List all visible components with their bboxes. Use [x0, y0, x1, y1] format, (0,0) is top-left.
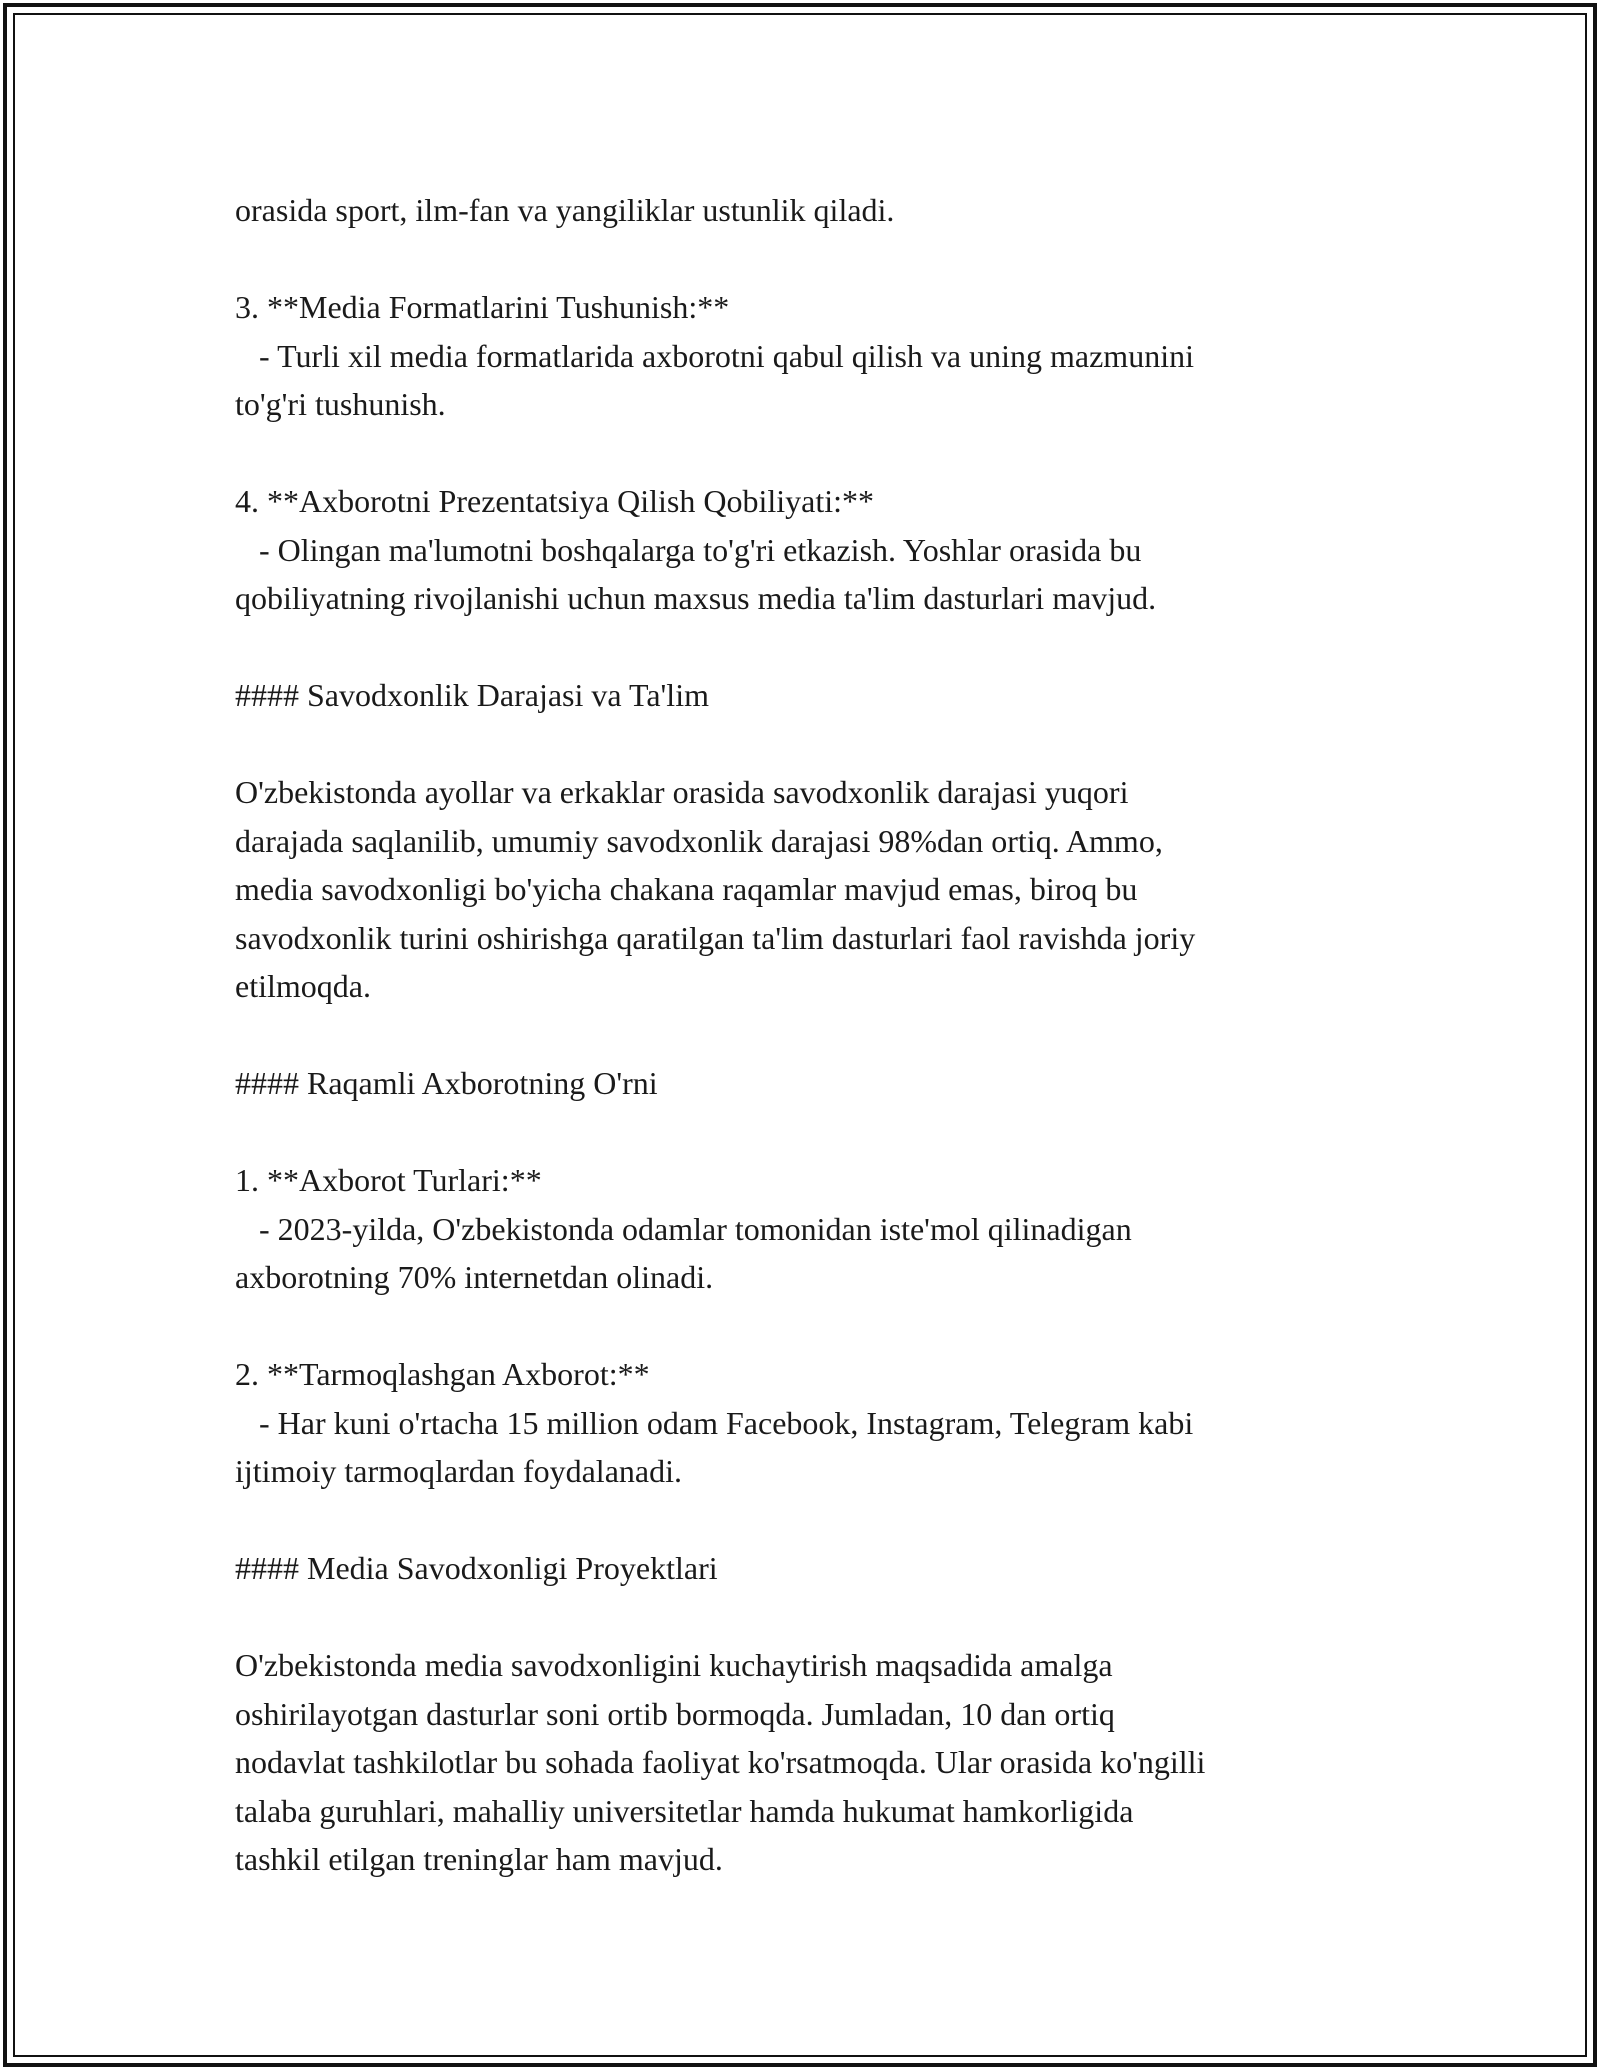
- list-item-heading: 2. **Tarmoqlashgan Axborot:**: [235, 1356, 650, 1392]
- blank-line: [235, 720, 1365, 769]
- section-heading: #### Raqamli Axborotning O'rni: [235, 1065, 658, 1101]
- text-line: axborotning 70% internetdan olinadi.: [235, 1259, 714, 1295]
- section-heading: #### Media Savodxonligi Proyektlari: [235, 1550, 718, 1586]
- text-line: qobiliyatning rivojlanishi uchun maxsus media ta'lim dasturlari mavjud.: [235, 580, 1157, 616]
- text-line: nodavlat tashkilotlar bu sohada faoliyat ko'rsatmoqda. Ular orasida ko'ngilli: [235, 1744, 1206, 1780]
- text-line: O'zbekistonda ayollar va erkaklar orasida savodxonlik darajasi yuqori: [235, 774, 1129, 810]
- text-line: O'zbekistonda media savodxonligini kuchaytirish maqsadida amalga: [235, 1647, 1113, 1683]
- text-line: orasida sport, ilm-fan va yangiliklar ustunlik qiladi.: [235, 192, 895, 228]
- blank-line: [235, 1302, 1365, 1351]
- list-item-heading: 1. **Axborot Turlari:**: [235, 1162, 542, 1198]
- blank-line: [235, 429, 1365, 478]
- text-line: savodxonlik turini oshirishga qaratilgan ta'lim dasturlari faol ravishda joriy: [235, 919, 1196, 956]
- list-item-heading: 4. **Axborotni Prezentatsiya Qilish Qobiliyati:**: [235, 483, 875, 519]
- text-line: oshirilayotgan dasturlar soni ortib bormoqda. Jumladan, 10 dan ortiq: [235, 1695, 1115, 1732]
- section-heading: #### Savodxonlik Darajasi va Ta'lim: [235, 677, 709, 713]
- document-body: [235, 186, 1365, 1884]
- text-line: - Har kuni o'rtacha 15 million odam Facebook, Instagram, Telegram kabi: [235, 1404, 1194, 1441]
- list-item-heading: 3. **Media Formatlarini Tushunish:**: [235, 289, 730, 325]
- text-line: - Olingan ma'lumotni boshqalarga to'g'ri etkazish. Yoshlar orasida bu: [235, 531, 1142, 568]
- text-line: - Turli xil media formatlarida axborotni qabul qilish va uning mazmunini: [235, 337, 1194, 374]
- blank-line: [235, 1593, 1365, 1642]
- blank-line: [235, 1108, 1365, 1157]
- text-line: to'g'ri tushunish.: [235, 386, 446, 422]
- text-line: talaba guruhlari, mahalliy universitetlar hamda hukumat hamkorligida: [235, 1792, 1134, 1829]
- text-line: etilmoqda.: [235, 968, 371, 1004]
- text-line: tashkil etilgan treninglar ham mavjud.: [235, 1841, 723, 1877]
- blank-line: [235, 235, 1365, 284]
- text-line: media savodxonligi bo'yicha chakana raqamlar mavjud emas, biroq bu: [235, 871, 1138, 907]
- text-line: darajada saqlanilib, umumiy savodxonlik darajasi 98%dan ortiq. Ammo,: [235, 822, 1163, 859]
- text-line: - 2023-yilda, O'zbekistonda odamlar tomonidan iste'mol qilinadigan: [235, 1210, 1132, 1247]
- text-line: ijtimoiy tarmoqlardan foydalanadi.: [235, 1453, 682, 1489]
- blank-line: [235, 1011, 1365, 1060]
- blank-line: [235, 1496, 1365, 1545]
- blank-line: [235, 623, 1365, 672]
